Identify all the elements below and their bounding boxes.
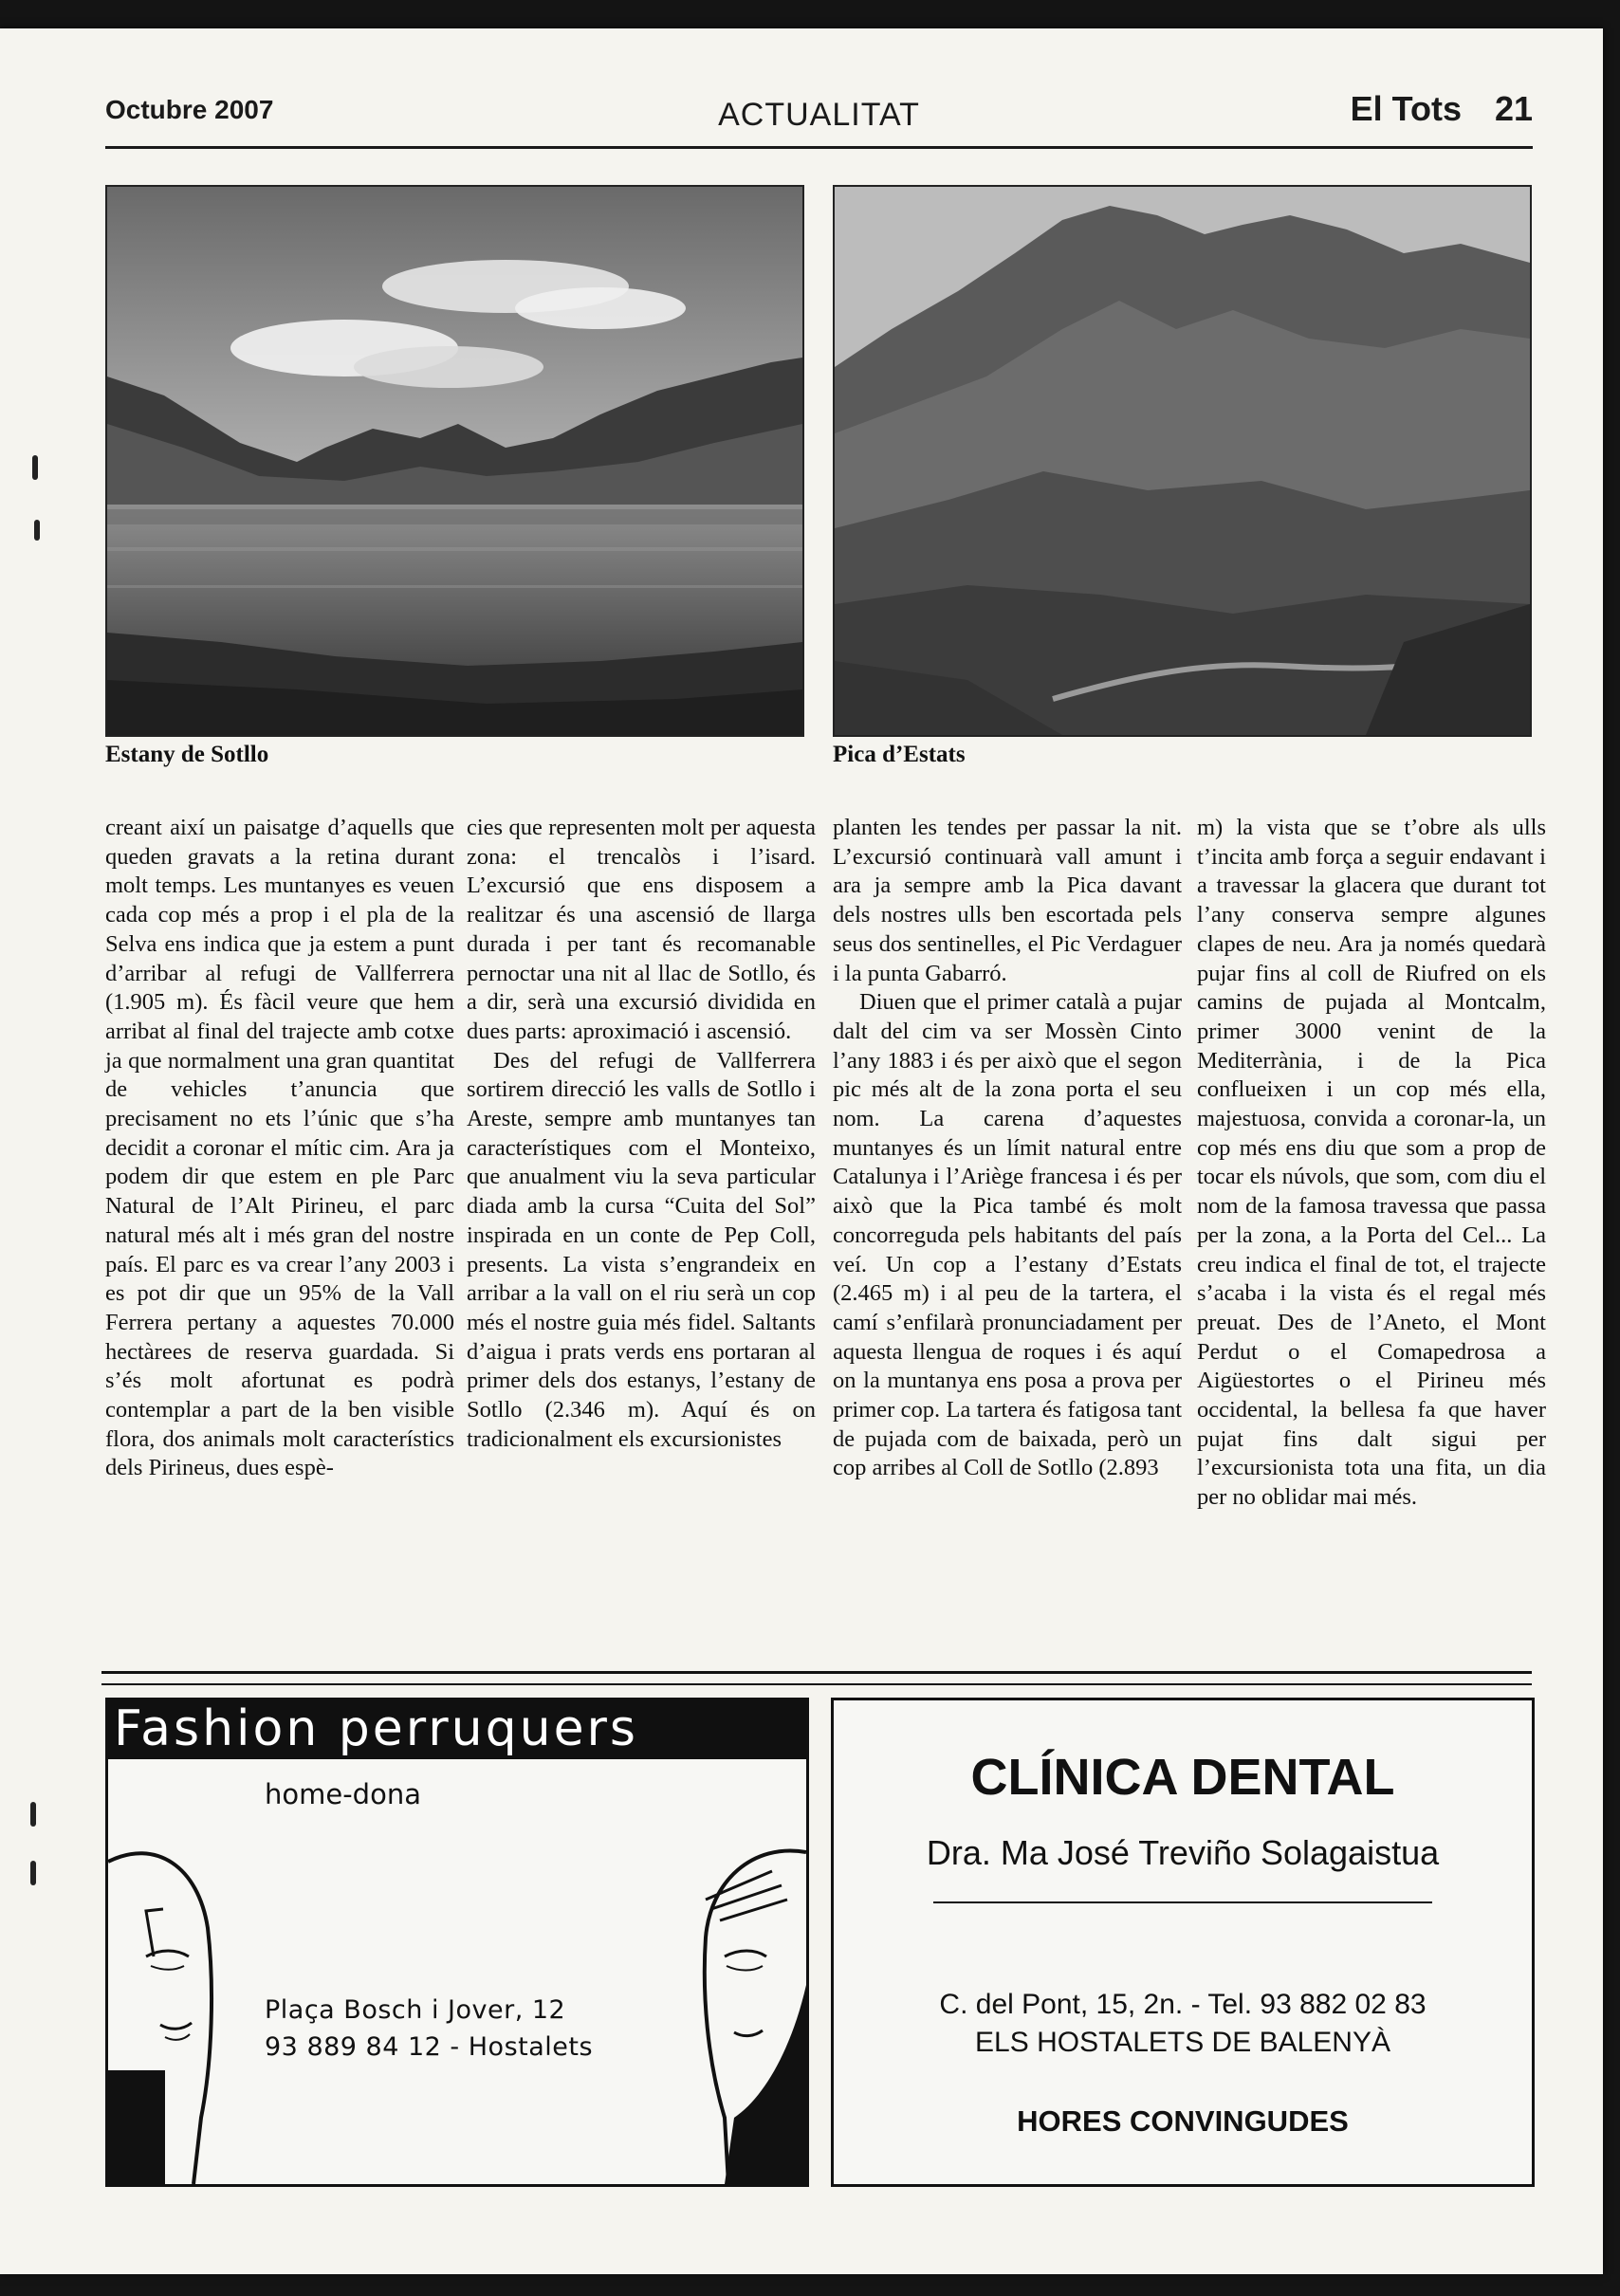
page-header — [105, 64, 1533, 149]
face-left-illustration — [108, 1843, 250, 2184]
ad-clinica-dental — [831, 1698, 1535, 2187]
ad-brand-name: Fashion perruquers — [108, 1700, 806, 1759]
binding-mark — [30, 1861, 36, 1885]
ad-subtitle: home-dona — [265, 1778, 421, 1810]
section-divider — [101, 1671, 1532, 1685]
ad-fashion-perruquers — [105, 1698, 809, 2187]
ad-phone: 93 889 84 12 - Hostalets — [265, 2032, 594, 2062]
article-paragraph: Diuen que el primer català a pujar dalt del cim va ser Mossèn Cinto l’any 1883 i és per això que el segon pic més alt de la zona porta el seu nom. La carena d’aquestes muntanyes és un límit natural entre Catalunya i l’Ariège francesa i és per això que la Pica també és molt concorreguda pels habitants del país veí. Un cop a l’estany d’Estats (2.465 m) i al peu de la tartera, el camí s’enfilarà pronunciadament per aquesta llengua de roques i és aquí on la muntanya ens posa a prova per primer cop. La tartera és fatigosa tant de pujada com de baixada, però un cop arribes al Coll de Sotllo (2.893 — [833, 989, 1182, 1481]
face-right-illustration — [668, 1843, 806, 2184]
article-paragraph: Des del refugi de Vallferrera sortirem direcció les valls de Sotllo i Areste, sempre amb muntanyes tan característiques com el Monteixo, que anualment viu la seva particular diada amb la cursa “Cuita del Sol” inspirada en un conte de Pep Coll, presents. La vista s’engrandeix en arribar a la vall on el riu serà un cop més el nostre guia més fidel. Saltants d’aigua i prats verds ens portaran al primer dels dos estanys, l’estany de Sotllo (2.346 m). Aquí és on tradicionalment els excursionistes — [467, 1047, 816, 1452]
article-column-3 — [833, 814, 1182, 1639]
ad-address: C. del Pont, 15, 2n. - Tel. 93 882 02 83 — [939, 1989, 1427, 2020]
ad-address: Plaça Bosch i Jover, 12 — [265, 1995, 566, 2025]
photo-estany-de-sotllo — [105, 185, 804, 737]
article-paragraph: m) la vista que se t’obre als ulls t’incita amb força a seguir endavant i a travessar la glacera que durant tot l’any conserva sempre algunes clapes de neu. Ara ja només quedarà pujar fins al coll de Riufred on els camins de pujada al Montcalm, primer 3000 venint de la Mediterrània, i de la Pica conflueixen i un cop més ella, majestuosa, convida a coronar-la, un cop més ens diu que som a prop de tocar els núvols, que som, com diu el nom de la famosa travessa que passa per la zona, a la Porta del Cel... La creu indica el final de tot, el trajecte s’acaba i la vista és el regal més preuat. Des de l’Aneto, el Mont Perdut o el Comapedrosa a Aigüestortes o el Pirineu més occidental, la bellesa fa que haver pujat fins dalt sigui per l’excursionista tota una fita, un dia per no oblidar mai més. — [1197, 815, 1546, 1511]
ad-hours: HORES CONVINGUDES — [1017, 2104, 1349, 2138]
publication-name: El Tots — [1350, 89, 1462, 128]
issue-date: Octubre 2007 — [105, 95, 274, 124]
binding-mark — [34, 520, 40, 541]
ad-doctor-name: Dra. Ma José Treviño Solagaistua — [926, 1833, 1440, 1872]
binding-mark — [30, 1802, 36, 1827]
lake-landscape-image — [107, 187, 802, 735]
article-column-4 — [1197, 814, 1546, 1639]
ad-title: CLÍNICA DENTAL — [970, 1749, 1395, 1806]
binding-mark — [32, 455, 38, 480]
article-paragraph: planten les tendes per passar la nit. L’excursió continuarà vall amunt i ara ja sempre amb la Pica davant dels nostres ulls ben escortada pels seus dos sentinelles, el Pic Verdaguer i la punta Gabarró. — [833, 815, 1182, 986]
article-paragraph: creant així un paisatge d’aquells que queden gravats a la retina durant molt temps. Les muntanyes es veuen cada cop més a prop i el pla de la Selva ens indica que ja estem a punt d’arribar al refugi de Vallferrera (1.905 m). És fàcil veure que hem arribat al final del trajecte amb cotxe ja que normalment una gran quantitat de vehicles t’anuncia que precisament no ets l’únic que s’ha decidit a coronar el mític cim. Ara ja podem dir que estem en ple Parc Natural de l’Alt Pirineu, el parc natural més alt i més gran del nostre país. El parc es va crear l’any 2003 i es pot dir que un 95% de la Vall Ferrera pertany a aquestes 70.000 hectàrees de reserva guardada. Si s’és molt afortunat es podrà contemplar a part de la ben visible flora, dos animals molt característics dels Pirineus, dues espè- — [105, 815, 454, 1481]
article-paragraph: cies que representen molt per aquesta zona: el trencalòs i l’isard. L’excursió que ens disposem a realitzar és una ascensió de llarga durada i per tant és recomanable pernoctar una nit al llac de Sotllo, és a dir, serà una excursió dividida en dues parts: aproximació i ascensió. — [467, 815, 816, 1044]
photo-pica-destats — [833, 185, 1532, 737]
article-column-2 — [467, 814, 816, 1639]
ad-divider-line — [933, 1901, 1432, 1903]
photo-caption: Estany de Sotllo — [105, 742, 269, 767]
photo-caption: Pica d’Estats — [833, 742, 966, 767]
ad-town: ELS HOSTALETS DE BALENYÀ — [975, 2027, 1390, 2058]
section-title: ACTUALITAT — [718, 97, 920, 133]
mountain-landscape-image — [835, 187, 1530, 735]
page-number: 21 — [1494, 89, 1533, 128]
article-column-1 — [105, 814, 454, 1639]
